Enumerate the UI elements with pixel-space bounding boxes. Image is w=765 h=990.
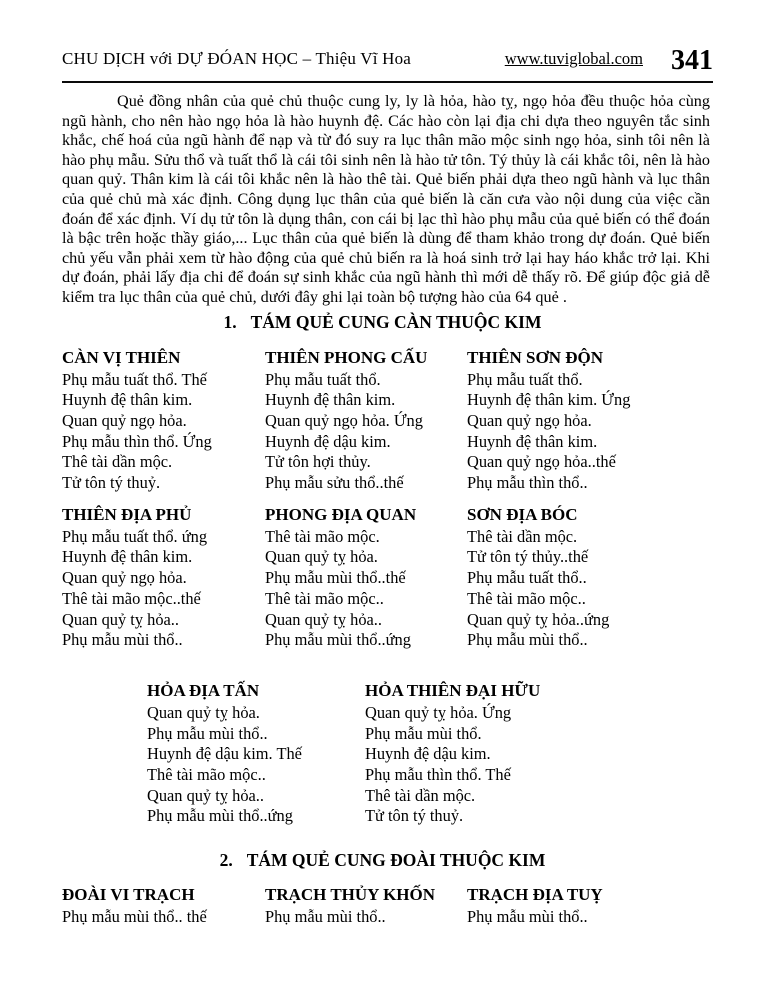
hexagram-block-doai-vi-trach: [62, 884, 265, 928]
hexagram-line: Huynh đệ thân kim. Ứng: [467, 390, 631, 410]
hexagram-line: Huynh đệ dậu kim.: [365, 744, 491, 764]
hexagram-line: Huynh đệ dậu kim.: [265, 431, 391, 451]
hexagram-line: Phụ mẫu mùi thổ..thế: [265, 568, 406, 588]
hexagram-title: PHONG ĐỊA QUAN: [265, 504, 417, 524]
hexagram-line: Huynh đệ dậu kim. Thế: [147, 744, 302, 764]
hexagram-line: Thê tài dần mộc.: [365, 785, 476, 805]
hexagram-line: Thê tài mão mộc..: [147, 765, 266, 785]
intro-paragraph: Quẻ đồng nhân của quẻ chủ thuộc cung ly, ly là hỏa, hào tỵ, ngọ hỏa đều thuộc hỏa cùng ngũ hành, cho nên hào ngọ hỏa là hào huynh đệ. Các hào còn lại địa chi dựa theo nguyên tắc sinh khắc, chế hoá của ngũ hành để nạp và từ đó suy ra lục thân mão mộc sinh ngọ hỏa, sinh tôi nên là hào phụ mẫu. Sửu thổ và tuất thổ là cái tôi sinh nên là hào tử tôn. Tý thủy là cái khắc tôi, nên là hào quan quỷ. Thân kim là cái tôi khắc nên là hào thê tài. Quẻ biến phải dựa theo ngũ hành và lục thân của quẻ chủ mà xác định. Công dụng lục thân của quẻ biến là căn cưa vào nội dung của việc cần đoán để xác định. Ví dụ tử tôn là dụng thân, con cái bị lạc thì hào phụ mẫu của quẻ biến có thể đoán là bậc trên hoặc thầy giáo,... Lục thân của quẻ biến là dùng để tham khảo trong dự đoán. Quẻ biến chủ yếu vẫn phải xem từ hào động của quẻ chủ biến ra là hoá sinh trở lại hay háo khắc trở lại. Khi dự đoán, phải lấy địa chi để đoán sự sinh khắc của ngũ hành thì mới dễ thấy rõ. Để giúp độc giả dễ kiểm tra lục thân của quẻ chủ, dưới đây ghi lại toàn bộ tượng hào của 64 quẻ .: [62, 92, 710, 306]
hexagram-block-hoa-thien-dai-huu: [365, 680, 735, 827]
hexagram-line: Phụ mẫu mùi thổ.. thế: [62, 907, 207, 927]
hexagram-line: Thê tài mão mộc..: [467, 588, 586, 608]
hexagram-line: Phụ mẫu tuất thổ. Thế: [62, 369, 207, 389]
section-2-heading: [0, 849, 765, 871]
section-1-heading: [0, 311, 765, 333]
hexagram-line: Huynh đệ thân kim.: [62, 390, 193, 410]
hexagram-row-1: [62, 347, 735, 494]
hexagram-block-son-dia-boc: [467, 504, 735, 651]
hexagram-line: Thê tài dần mộc.: [467, 526, 578, 546]
hexagram-title: TRẠCH ĐỊA TUỴ: [467, 885, 603, 905]
hexagram-line: Tử tôn tý thủy..thế: [467, 547, 589, 567]
hexagram-line: Tử tôn tý thuỷ.: [62, 473, 161, 493]
hexagram-block-thien-son-don: [467, 347, 735, 494]
hexagram-line: Phụ mẫu tuất thổ..: [467, 568, 587, 588]
hexagram-line: Phụ mẫu thìn thổ. Ứng: [62, 431, 212, 451]
hexagram-block-trach-dia-tuy: [467, 884, 735, 928]
hexagram-line: Quan quỷ ngọ hỏa.: [467, 410, 592, 430]
hexagram-line: Quan quỷ tỵ hỏa..: [265, 609, 382, 629]
hexagram-title: THIÊN ĐỊA PHỦ: [62, 504, 192, 524]
section-2-number: 2.: [219, 850, 233, 871]
hexagram-title: HỎA THIÊN ĐẠI HỮU: [365, 680, 541, 700]
hexagram-line: Quan quỷ tỵ hỏa..ứng: [467, 609, 610, 629]
hexagram-line: Tử tôn hợi thủy.: [265, 452, 371, 472]
page-number: 341: [671, 45, 713, 76]
hexagram-block-trach-thuy-khon: [265, 884, 467, 928]
hexagram-title: SƠN ĐỊA BÓC: [467, 504, 578, 524]
hexagram-line: Thê tài mão mộc..: [265, 588, 384, 608]
hexagram-title: CÀN VỊ THIÊN: [62, 347, 181, 367]
hexagram-line: Quan quỷ tỵ hỏa.: [265, 547, 378, 567]
hexagram-line: Quan quỷ ngọ hỏa..thế: [467, 452, 616, 472]
hexagram-line: Quan quỷ tỵ hỏa.: [147, 702, 260, 722]
section-2-title: TÁM QUẺ CUNG ĐOÀI THUỘC KIM: [246, 850, 546, 871]
hexagram-block-thien-dia-phu: [62, 504, 265, 651]
hexagram-line: Phụ mẫu sửu thổ..thế: [265, 473, 404, 493]
hexagram-line: Phụ mẫu thìn thổ..: [467, 473, 588, 493]
hexagram-line: Phụ mẫu mùi thổ..: [147, 723, 268, 743]
hexagram-row-3: [147, 680, 735, 827]
hexagram-line: Thê tài dần mộc.: [62, 452, 173, 472]
hexagram-line: Phụ mẫu mùi thổ..ứng: [265, 630, 411, 650]
section-1-title: TÁM QUẺ CUNG CÀN THUỘC KIM: [250, 311, 542, 332]
hexagram-line: Phụ mẫu mùi thổ..: [62, 630, 183, 650]
hexagram-line: Phụ mẫu mùi thổ..: [265, 907, 386, 927]
hexagram-line: Phụ mẫu tuất thổ.: [467, 369, 583, 389]
hexagram-line: Phụ mẫu mùi thổ..ứng: [147, 806, 293, 826]
hexagram-line: Quan quỷ tỵ hỏa..: [62, 609, 179, 629]
hexagram-line: Quan quỷ tỵ hỏa..: [147, 785, 264, 805]
hexagram-block-can-vi-thien: [62, 347, 265, 494]
hexagram-line: Phụ mẫu mùi thổ..: [467, 907, 588, 927]
hexagram-title: HỎA ĐỊA TẤN: [147, 680, 260, 700]
hexagram-block-thien-phong-cau: [265, 347, 467, 494]
hexagram-line: Quan quỷ ngọ hỏa. Ứng: [265, 410, 423, 430]
hexagram-line: Huynh đệ thân kim.: [265, 390, 396, 410]
section-1-number: 1.: [223, 311, 237, 332]
website-link[interactable]: www.tuviglobal.com: [504, 49, 643, 68]
hexagram-row-4: [62, 884, 735, 928]
hexagram-line: Phụ mẫu tuất thổ. ứng: [62, 526, 208, 546]
hexagram-title: THIÊN SƠN ĐỘN: [467, 347, 604, 367]
hexagram-line: Thê tài mão mộc..thế: [62, 588, 201, 608]
hexagram-block-hoa-dia-tan: [147, 680, 365, 827]
hexagram-line: Phụ mẫu tuất thổ.: [265, 369, 381, 389]
hexagram-line: Thê tài mão mộc.: [265, 526, 380, 546]
hexagram-row-2: [62, 504, 735, 651]
page-header: [62, 42, 713, 83]
hexagram-line: Tử tôn tý thuỷ.: [365, 806, 464, 826]
hexagram-block-phong-dia-quan: [265, 504, 467, 651]
book-title: CHU DỊCH với DỰ ĐÓAN HỌC – Thiệu Vĩ Hoa: [62, 49, 412, 68]
hexagram-title: THIÊN PHONG CẤU: [265, 347, 428, 367]
hexagram-line: Phụ mẫu thìn thổ. Thế: [365, 765, 511, 785]
hexagram-line: Quan quỷ ngọ hỏa.: [62, 410, 187, 430]
hexagram-line: Quan quỷ ngọ hỏa.: [62, 568, 187, 588]
hexagram-line: Huynh đệ thân kim.: [62, 547, 193, 567]
hexagram-line: Phụ mẫu mùi thổ.: [365, 723, 482, 743]
hexagram-line: Huynh đệ thân kim.: [467, 431, 598, 451]
hexagram-line: Quan quỷ tỵ hỏa. Ứng: [365, 702, 512, 722]
hexagram-title: ĐOÀI VI TRẠCH: [62, 885, 195, 905]
hexagram-title: TRẠCH THỦY KHỐN: [265, 885, 436, 905]
hexagram-line: Phụ mẫu mùi thổ..: [467, 630, 588, 650]
